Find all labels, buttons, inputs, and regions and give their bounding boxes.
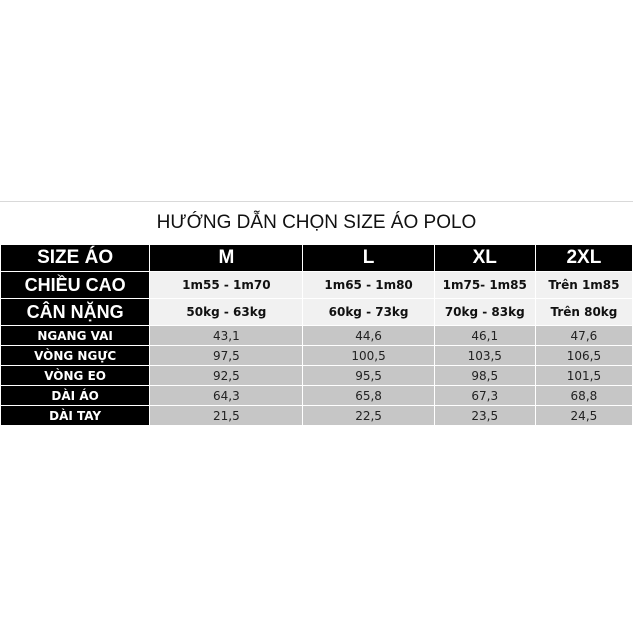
table-cell: 24,5 [535,406,632,426]
table-cell: 65,8 [303,386,434,406]
table-cell: 100,5 [303,346,434,366]
table-cell: Trên 1m85 [535,272,632,299]
table-cell: 60kg - 73kg [303,299,434,326]
table-cell: 70kg - 83kg [434,299,535,326]
size-2xl-header: 2XL [535,245,632,272]
row-label: DÀI TAY [1,406,150,426]
row-label: CHIỀU CAO [1,272,150,299]
table-cell: 23,5 [434,406,535,426]
table-row-height [1,272,633,299]
table-header-row [1,245,633,272]
row-label: VÒNG NGỰC [1,346,150,366]
table-cell: 92,5 [150,366,303,386]
table-cell: 46,1 [434,326,535,346]
chart-title: HƯỚNG DẪN CHỌN SIZE ÁO POLO [0,201,633,244]
table-cell: 21,5 [150,406,303,426]
table-cell: 1m65 - 1m80 [303,272,434,299]
size-chart [0,201,633,426]
table-cell: 68,8 [535,386,632,406]
size-xl-header: XL [434,245,535,272]
table-cell: Trên 80kg [535,299,632,326]
table-cell: 103,5 [434,346,535,366]
table-cell: 97,5 [150,346,303,366]
table-cell: 95,5 [303,366,434,386]
row-label: CÂN NẶNG [1,299,150,326]
size-m-header: M [150,245,303,272]
table-cell: 50kg - 63kg [150,299,303,326]
table-cell: 43,1 [150,326,303,346]
table-row-weight [1,299,633,326]
table-cell: 64,3 [150,386,303,406]
row-label: VÒNG EO [1,366,150,386]
table-cell: 106,5 [535,346,632,366]
table-row-waist [1,366,633,386]
table-row-chest [1,346,633,366]
table-cell: 47,6 [535,326,632,346]
row-label: DÀI ÁO [1,386,150,406]
table-cell: 22,5 [303,406,434,426]
table-cell: 44,6 [303,326,434,346]
table-cell: 98,5 [434,366,535,386]
size-l-header: L [303,245,434,272]
table-row-sleeve [1,406,633,426]
table-cell: 101,5 [535,366,632,386]
row-label: NGANG VAI [1,326,150,346]
table-cell: 67,3 [434,386,535,406]
table-row-length [1,386,633,406]
size-label-header: SIZE ÁO [1,245,150,272]
table-cell: 1m55 - 1m70 [150,272,303,299]
table-row-shoulder [1,326,633,346]
table-cell: 1m75- 1m85 [434,272,535,299]
size-table [0,244,633,426]
